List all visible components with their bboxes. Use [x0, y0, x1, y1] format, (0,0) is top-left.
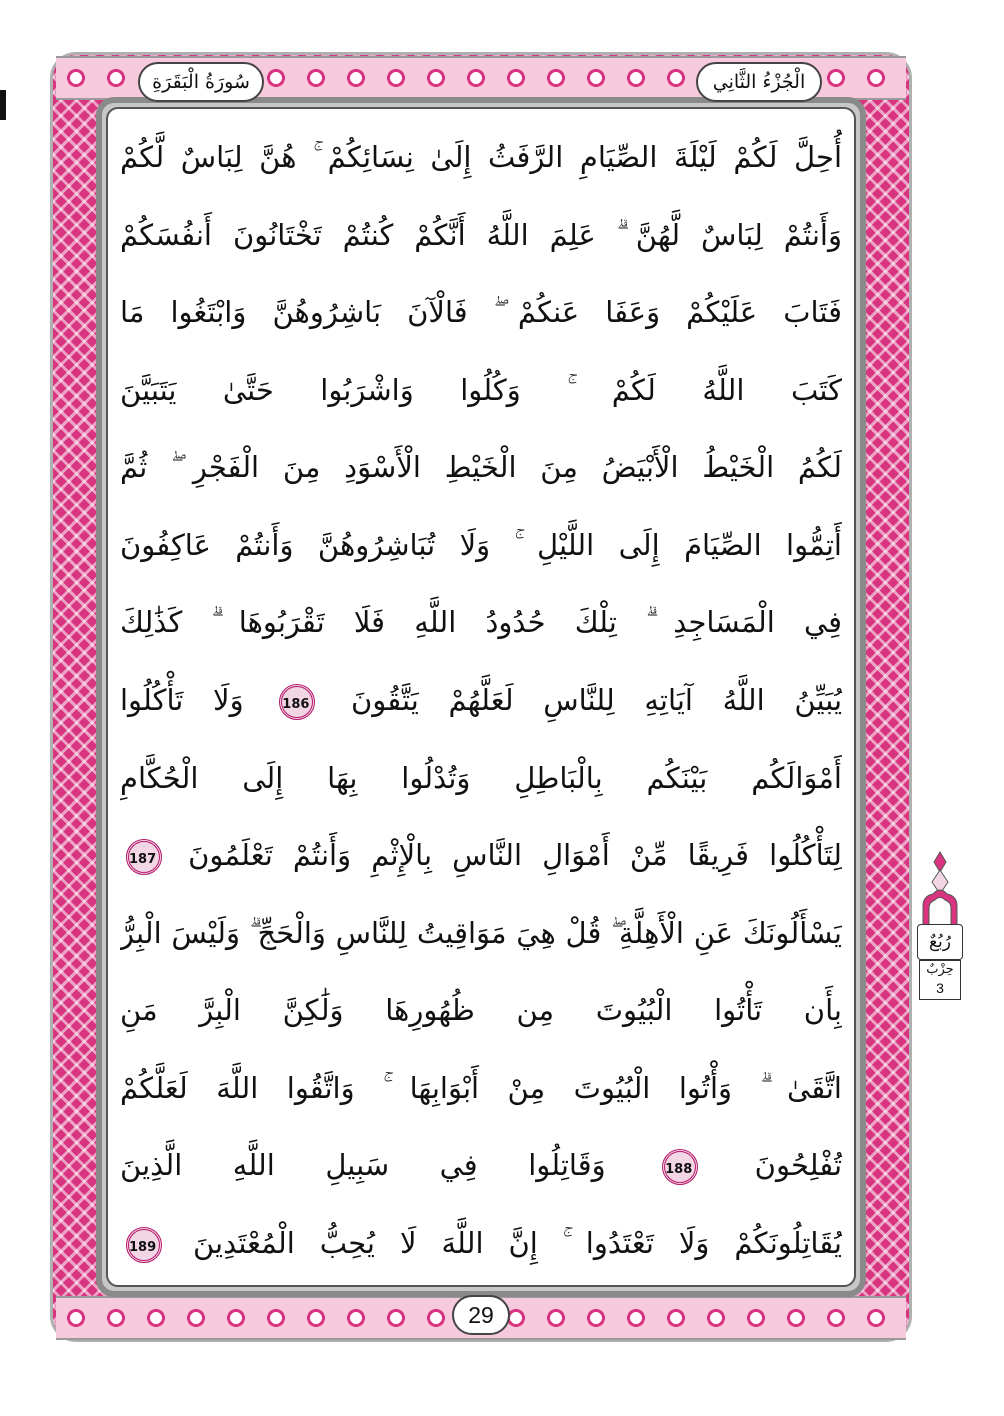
verse-text: لَكُمُ الْخَيْطُ الْأَبْيَضُ مِنَ الْخَيْطِ الْأَسْوَدِ مِنَ الْفَجْرِ ۖ ثُمَّ: [120, 450, 842, 485]
verse-line: [120, 508, 842, 582]
verse-line: [120, 585, 842, 659]
page-number: 29: [452, 1295, 510, 1335]
verse-text: كَتَبَ اللَّهُ لَكُمْ ۚ وَكُلُوا وَاشْرَبُوا حَتَّىٰ يَتَبَيَّنَ: [120, 372, 842, 407]
verse-text: يُبَيِّنُ اللَّهُ آيَاتِهِ لِلنَّاسِ لَعَلَّهُمْ يَتَّقُونَ: [351, 682, 842, 717]
verse-text: أَتِمُّوا الصِّيَامَ إِلَى اللَّيْلِ ۚ وَلَا تُبَاشِرُوهُنَّ وَأَنتُمْ عَاكِفُونَ: [120, 527, 842, 562]
verse-text-continued: وَلَا تَأْكُلُوا: [120, 682, 244, 717]
verse-text: فَتَابَ عَلَيْكُمْ وَعَفَا عَنكُمْ ۖ فَالْآنَ بَاشِرُوهُنَّ وَابْتَغُوا مَا: [120, 295, 842, 330]
verse-text: يُقَاتِلُونَكُمْ وَلَا تَعْتَدُوا ۚ إِنَّ اللَّهَ لَا يُحِبُّ الْمُعْتَدِينَ: [192, 1225, 842, 1260]
verse-text: لِتَأْكُلُوا فَرِيقًا مِّنْ أَمْوَالِ النَّاسِ بِالْإِثْمِ وَأَنتُمْ تَعْلَمُونَ: [188, 838, 842, 873]
page-edge-mark: [0, 90, 6, 120]
verse-line: [120, 1206, 842, 1280]
verse-text: تُفْلِحُونَ: [754, 1148, 842, 1183]
ayah-number-marker: 187: [126, 839, 162, 875]
hizb-number: 3: [936, 980, 944, 996]
verse-text: اتَّقَىٰ ۗ وَأْتُوا الْبُيُوتَ مِنْ أَبْوَابِهَا ۚ وَاتَّقُوا اللَّهَ لَعَلَّكُمْ: [120, 1070, 842, 1105]
verse-line: [120, 275, 842, 349]
hizb-label: حِزْبٌ: [926, 962, 954, 977]
verse-line: [120, 818, 842, 892]
verse-lines: [120, 120, 842, 1280]
verse-line: [120, 120, 842, 194]
verse-line: [120, 896, 842, 970]
verse-line: [120, 198, 842, 272]
ayah-number-marker: 189: [126, 1227, 162, 1263]
hizb-box: [919, 960, 961, 1000]
verse-line: [120, 663, 842, 737]
rub-hizb-marker: [915, 850, 965, 1000]
surah-label: سُورَةُ الْبَقَرَةِ: [138, 62, 264, 102]
verse-text: يَسْأَلُونَكَ عَنِ الْأَهِلَّةِ ۖ قُلْ هِيَ مَوَاقِيتُ لِلنَّاسِ وَالْحَجِّ ۗ وَلَيْسَ الْبِرُّ: [120, 915, 842, 950]
ayah-number-marker: 188: [662, 1149, 698, 1185]
juz-label: الْجُزْءُ الثَّانِي: [696, 62, 822, 102]
verse-line: [120, 430, 842, 504]
verse-line: [120, 1128, 842, 1202]
rub-ornament-icon: [915, 850, 965, 930]
verse-line: [120, 973, 842, 1047]
verse-text: بِأَن تَأْتُوا الْبُيُوتَ مِن ظُهُورِهَا وَلَٰكِنَّ الْبِرَّ مَنِ: [120, 993, 842, 1028]
rub-label: رُبُعٌ: [917, 924, 963, 960]
verse-text: فِي الْمَسَاجِدِ ۗ تِلْكَ حُدُودُ اللَّهِ فَلَا تَقْرَبُوهَا ۗ كَذَٰلِكَ: [120, 605, 842, 640]
ayah-number-marker: 186: [279, 684, 315, 720]
verse-text-continued: وَقَاتِلُوا فِي سَبِيلِ اللَّهِ الَّذِينَ: [120, 1148, 606, 1183]
verse-line: [120, 1051, 842, 1125]
verse-line: [120, 353, 842, 427]
verse-text: أُحِلَّ لَكُمْ لَيْلَةَ الصِّيَامِ الرَّفَثُ إِلَىٰ نِسَائِكُمْ ۚ هُنَّ لِبَاسٌ لَّكُمْ: [120, 140, 842, 174]
verse-text: وَأَنتُمْ لِبَاسٌ لَّهُنَّ ۗ عَلِمَ اللَّهُ أَنَّكُمْ كُنتُمْ تَخْتَانُونَ أَنفُسَكُمْ: [120, 217, 842, 252]
verse-line: [120, 741, 842, 815]
verse-text: أَمْوَالَكُم بَيْنَكُم بِالْبَاطِلِ وَتُدْلُوا بِهَا إِلَى الْحُكَّامِ: [120, 760, 842, 795]
